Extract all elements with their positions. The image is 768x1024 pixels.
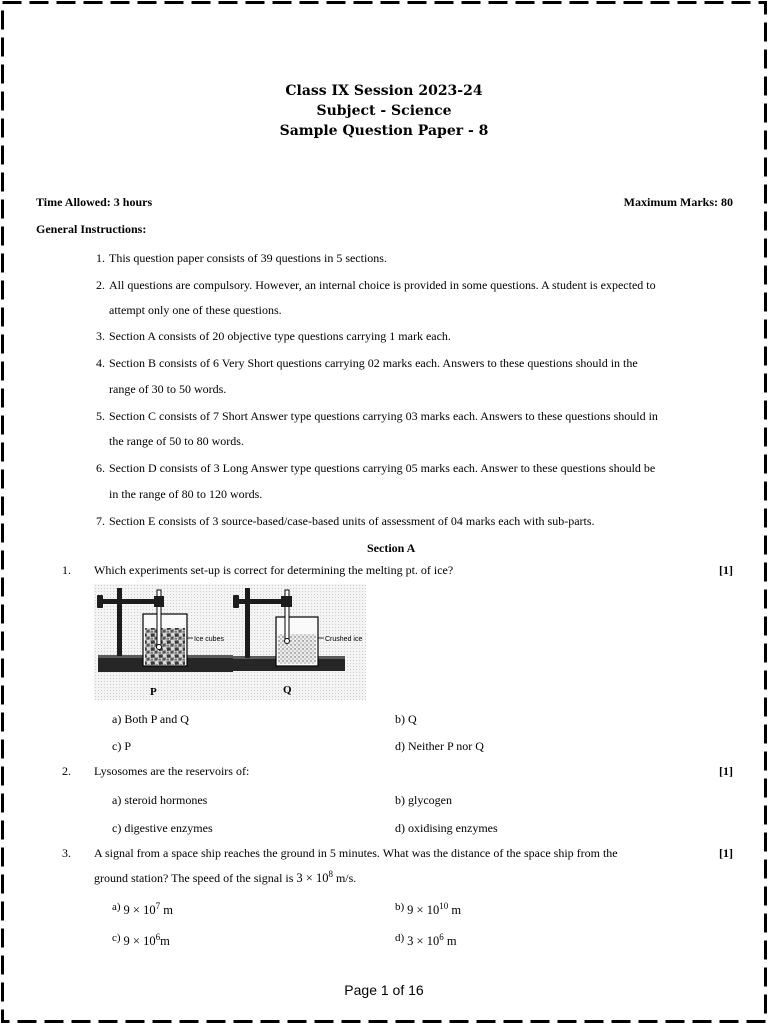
math-base: 9 × 10	[407, 903, 440, 917]
crushed-ice-label: Crushed ice	[325, 636, 363, 643]
apparatus-figure	[94, 584, 366, 700]
math-base: 3 × 10	[296, 871, 329, 885]
question-marks: [1]	[719, 563, 733, 577]
question-number: 2.	[62, 764, 71, 778]
answer-option: b) glycogen	[395, 793, 452, 807]
clamp-jaw	[154, 596, 164, 607]
instruction-text: Section E consists of 3 source-based/case-based units of assessment of 04 marks each with sub-parts.	[109, 514, 595, 528]
instruction-number: 3.	[96, 329, 105, 343]
option-label: b)	[395, 901, 405, 913]
thermometer-bulb	[285, 639, 290, 644]
question-text: Lysosomes are the reservoirs of:	[94, 764, 250, 778]
option-math	[407, 931, 457, 948]
math-base: 9 × 10	[123, 903, 156, 917]
setup-p-caption: P	[150, 686, 157, 698]
instruction-number: 7.	[96, 514, 105, 528]
instructions-heading: General Instructions:	[36, 222, 147, 236]
clamp-knob	[97, 595, 103, 608]
crushed-ice	[278, 634, 316, 664]
answer-option	[112, 902, 173, 919]
question-text-suffix: m/s.	[332, 871, 357, 885]
instruction-number: 6.	[96, 461, 105, 475]
math-base: 9 × 10	[123, 934, 156, 948]
dashed-border-frame	[3, 3, 766, 1022]
question-marks: [1]	[719, 846, 733, 860]
instruction-text: All questions are compulsory. However, an internal choice is provided in some questions. A student is expected to	[109, 278, 656, 292]
answer-option: d) Neither P nor Q	[395, 739, 484, 753]
question-marks: [1]	[719, 764, 733, 778]
question-number: 3.	[62, 846, 71, 860]
time-allowed: Time Allowed: 3 hours	[36, 195, 153, 209]
instruction-number: 2.	[96, 278, 105, 292]
maximum-marks: Maximum Marks: 80	[623, 195, 733, 209]
subject-title: Subject - Science	[316, 103, 452, 119]
math-exponent: 8	[328, 868, 333, 879]
answer-option: c) digestive enzymes	[112, 821, 213, 835]
instruction-number: 1.	[96, 251, 105, 265]
instruction-text: Section D consists of 3 Long Answer type questions carrying 05 marks each. Answer to these questions should be	[109, 461, 656, 475]
ice-cubes-label: Ice cubes	[194, 636, 224, 643]
answer-option: a) steroid hormones	[112, 793, 208, 807]
paper-title: Sample Question Paper - 8	[279, 123, 489, 139]
answer-option	[112, 933, 170, 950]
option-math	[123, 931, 170, 948]
option-label: c)	[112, 932, 121, 944]
math-unit: m	[160, 934, 170, 948]
ice-cubes	[145, 628, 185, 665]
math-base: 3 × 10	[407, 934, 440, 948]
stand-rod	[245, 588, 250, 658]
answer-option	[395, 902, 461, 919]
question-text: Which experiments set-up is correct for determining the melting pt. of ice?	[94, 563, 454, 577]
clamp-jaw	[281, 596, 292, 607]
instruction-text: in the range of 80 to 120 words.	[109, 487, 263, 501]
option-math	[407, 900, 462, 917]
question-text: A signal from a space ship reaches the ground in 5 minutes. What was the distance of the space ship from the	[94, 846, 618, 860]
instruction-text: attempt only one of these questions.	[109, 303, 282, 317]
instruction-number: 5.	[96, 409, 105, 423]
math-exponent: 6	[439, 931, 444, 942]
setup-q-caption: Q	[283, 684, 292, 696]
section-heading: Section A	[367, 541, 416, 555]
page-number: Page 1 of 16	[344, 982, 424, 998]
option-math	[123, 900, 173, 917]
math-exponent: 10	[439, 900, 449, 911]
math-unit: m	[443, 934, 457, 948]
answer-option: b) Q	[395, 712, 417, 726]
math-unit: m	[160, 903, 173, 917]
math-exponent: 7	[155, 900, 161, 911]
stand-rod	[117, 588, 122, 656]
question-text-line	[94, 868, 357, 885]
math-exponent: 6	[155, 931, 161, 942]
instruction-text: range of 30 to 50 words.	[109, 382, 227, 396]
instruction-text: Section A consists of 20 objective type questions carrying 1 mark each.	[109, 329, 451, 343]
math-expression	[296, 868, 333, 885]
instruction-text: the range of 50 to 80 words.	[109, 434, 244, 448]
option-label: a)	[112, 901, 121, 913]
question-text-prefix: ground station? The speed of the signal is	[94, 871, 297, 885]
answer-option: c) P	[112, 739, 131, 753]
option-label: d)	[395, 932, 405, 944]
instruction-text: This question paper consists of 39 questions in 5 sections.	[109, 251, 387, 265]
answer-option: a) Both P and Q	[112, 712, 189, 726]
thermometer-bulb	[157, 645, 162, 650]
instruction-text: Section B consists of 6 Very Short questions carrying 02 marks each. Answers to these questions should in the	[109, 356, 638, 370]
session-title: Class IX Session 2023-24	[285, 83, 483, 99]
question-number: 1.	[62, 563, 71, 577]
answer-option	[395, 933, 457, 950]
instruction-text: Section C consists of 7 Short Answer type questions carrying 03 marks each. Answers to these questions should in	[109, 409, 658, 423]
answer-option: d) oxidising enzymes	[395, 821, 498, 835]
instruction-number: 4.	[96, 356, 105, 370]
math-unit: m	[448, 903, 462, 917]
clamp-knob	[233, 595, 239, 608]
